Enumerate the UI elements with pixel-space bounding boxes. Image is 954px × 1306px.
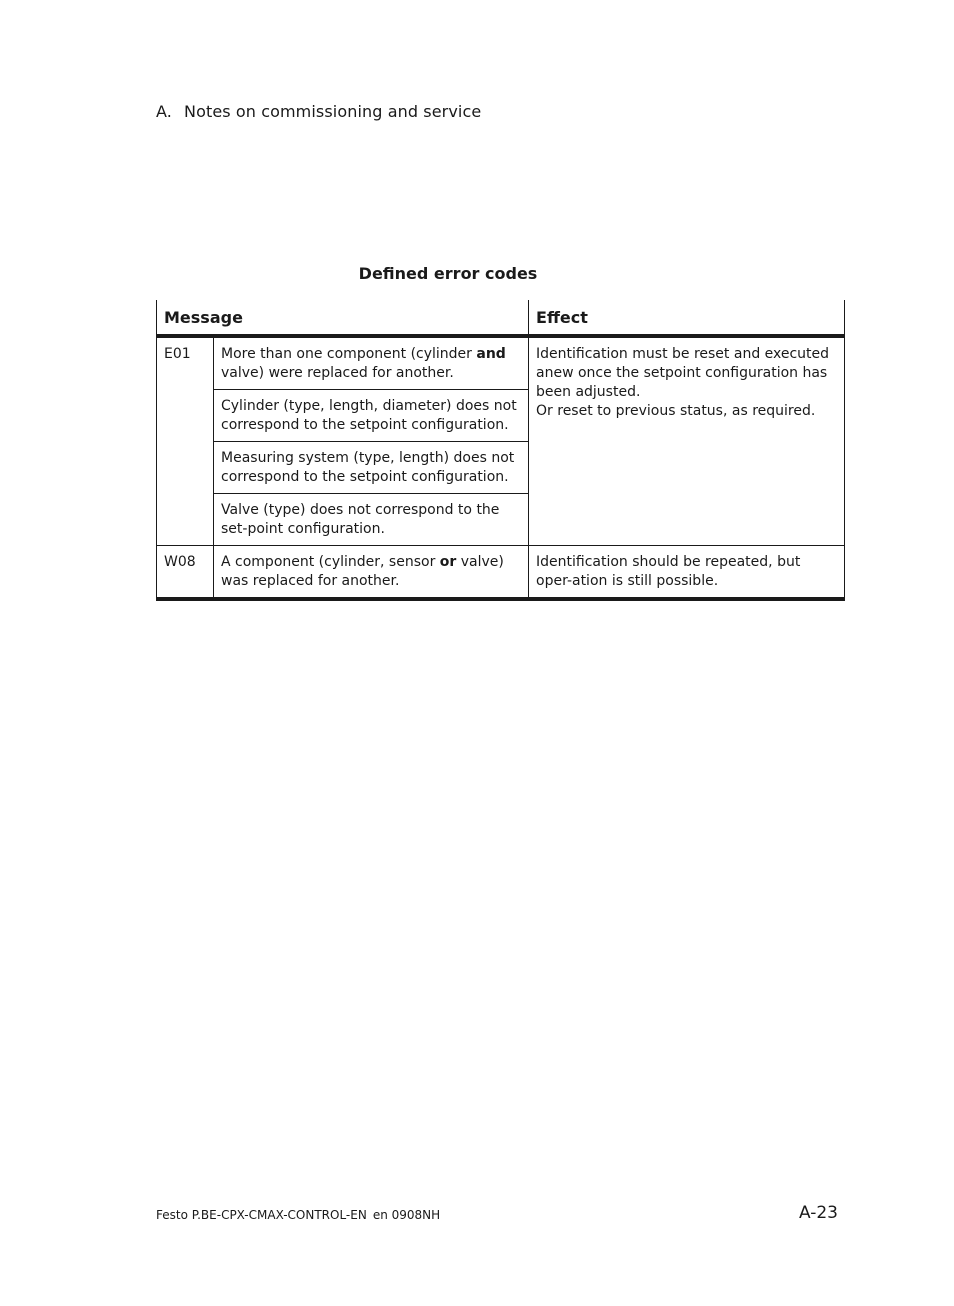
column-header-message: Message [157,300,529,336]
table-row [157,336,845,390]
table-row [157,546,845,600]
effect-text: Or reset to previous status, as required. [536,403,816,419]
table-caption: Defined error codes [358,264,538,283]
error-code-w08: W08 [157,546,214,600]
message-text: valve) was replaced for another. [221,554,504,589]
table-header-row [157,300,845,336]
section-title: Notes on commissioning and service [184,102,482,121]
section-heading [156,102,481,121]
error-codes-table [156,300,845,601]
column-header-effect: Effect [529,300,845,336]
message-text: A component (cylinder, sensor [221,554,440,570]
message-cell: Valve (type) does not correspond to the set-point configuration. [214,494,529,546]
footer-doc-info [156,1208,440,1222]
effect-cell-e01 [529,336,845,546]
message-cell [214,336,529,390]
message-cell: Cylinder (type, length, diameter) does not correspond to the setpoint configuration. [214,390,529,442]
message-text: More than one component (cylinder [221,346,477,362]
page-number: A-23 [798,1203,838,1223]
message-emphasis: and [476,346,506,362]
message-cell [214,546,529,600]
effect-text: Identification must be reset and executed anew once the setpoint configuration has been adjusted. [536,346,830,400]
footer-doc-id: Festo P.BE-CPX-CMAX-CONTROL-EN [156,1208,367,1222]
footer-revision: en 0908NH [372,1208,441,1222]
effect-cell-w08: Identification should be repeated, but oper-ation is still possible. [529,546,845,600]
error-code-e01: E01 [157,336,214,546]
section-letter: A. [156,102,172,121]
message-text: valve) were replaced for another. [221,365,454,381]
message-emphasis: or [439,554,457,570]
message-cell: Measuring system (type, length) does not correspond to the setpoint configuration. [214,442,529,494]
